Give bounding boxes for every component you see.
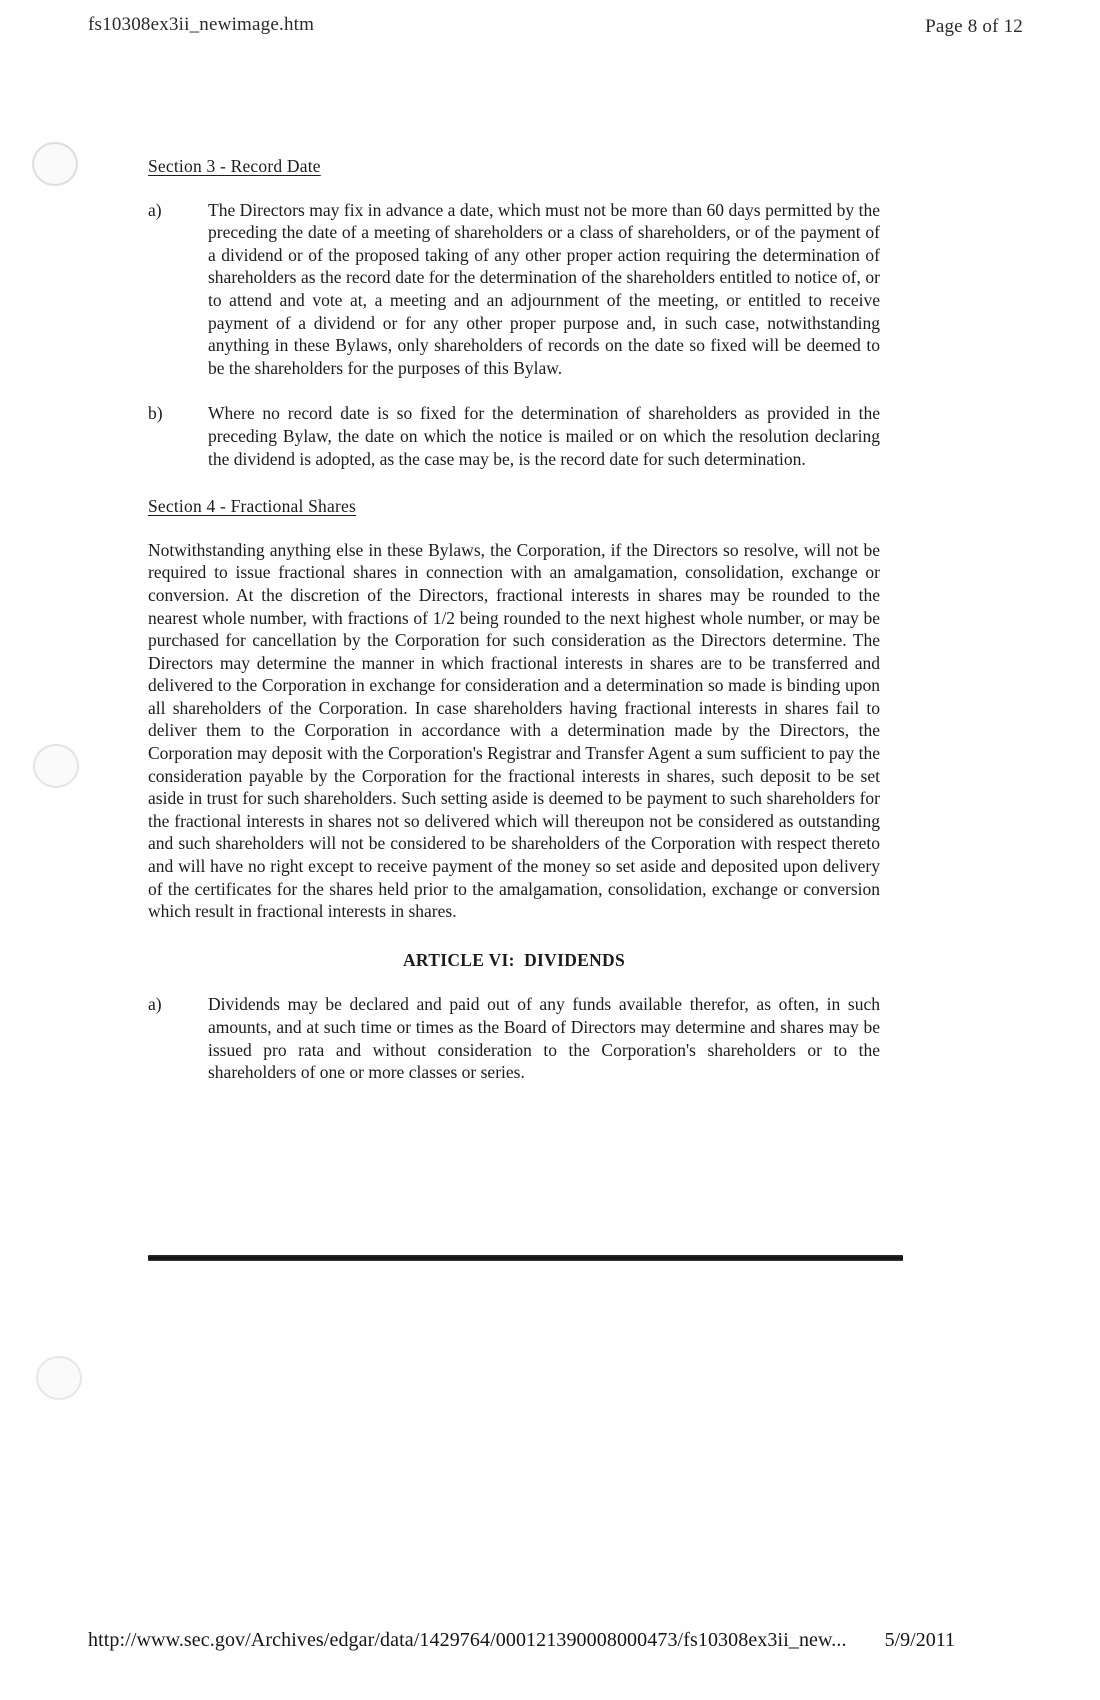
list-item-text: Where no record date is so fixed for the determination of shareholders as provided in the preceding Bylaw, the date on which the notice is mailed or on which the resolution declaring the dividend is adopted, as the case may be, is the record date for such determination.	[208, 403, 880, 469]
list-item-label: a)	[148, 199, 162, 220]
list-item-text: Dividends may be declared and paid out of any funds available therefor, as often, in such amounts, and at such time or times as the Board of Directors may determine and shares may be issued pro rata and without consideration to the Corporation's shareholders or to the shareholders of one or more classes or series.	[208, 994, 880, 1083]
header-filename: fs10308ex3ii_newimage.htm	[88, 14, 315, 35]
list-item	[148, 199, 880, 380]
footer-date: 5/9/2011	[884, 1629, 955, 1651]
section-4-paragraph: Notwithstanding anything else in these Bylaws, the Corporation, if the Directors so resolve, will not be required to issue fractional shares in connection with an amalgamation, consolidation, exchange or conversion. At the discretion of the Directors, fractional interests in shares may be rounded to the nearest whole number, with fractions of 1/2 being rounded to the next highest whole number, or may be purchased for cancellation by the Corporation for such consideration as the Directors determine. The Directors may determine the manner in which fractional interests in shares are to be transferred and delivered to the Corporation in exchange for consideration and a determination so made is binding upon all shareholders of the Corporation. In case shareholders having fractional interests in shares fail to deliver them to the Corporation in accordance with a determination made by the Directors, the Corporation may deposit with the Corporation's Registrar and Transfer Agent a sum sufficient to pay the consideration payable by the Corporation for the fractional interests in shares, such deposit to be set aside in trust for such shareholders. Such setting aside is deemed to be payment to such shareholders for the fractional interests in shares not so delivered which will thereupon not be considered as outstanding and such shareholders will not be considered to be shareholders of the Corporation with respect thereto and will have no right except to receive payment of the money so set aside and deposited upon delivery of the certificates for the shares held prior to the amalgamation, consolidation, exchange or conversion which result in fractional interests in shares.	[148, 539, 880, 922]
article-6-heading: ARTICLE VI: DIVIDENDS	[402, 949, 626, 970]
list-item-label: b)	[148, 403, 163, 424]
scan-artifact-circle	[36, 1356, 82, 1400]
list-item-label: a)	[148, 994, 162, 1015]
section-3-heading: Section 3 - Record Date	[148, 156, 321, 176]
header-page-indicator: Page 8 of 12	[925, 16, 1023, 37]
list-item-text: The Directors may fix in advance a date, which must not be more than 60 days permitted by the preceding the date of a meeting of shareholders or a class of shareholders, or of the payment of a dividend or of the proposed taking of any other proper action requiring the determination of shareholders as the record date for the determination of the shareholders entitled to notice of, or to attend and vote at, a meeting and an adjournment of the meeting, or entitled to receive payment of a dividend or for any other proper purpose and, in such case, notwithstanding anything in these Bylaws, only shareholders of records on the date so fixed will be deemed to be the shareholders for the purposes of this Bylaw.	[208, 199, 880, 378]
list-item	[148, 402, 880, 470]
scan-artifact-circle	[32, 142, 78, 186]
footer-url: http://www.sec.gov/Archives/edgar/data/1429764/000121390008000473/fs10308ex3ii_new...	[88, 1629, 847, 1651]
list-item	[148, 993, 880, 1083]
section-4-heading: Section 4 - Fractional Shares	[148, 496, 356, 517]
horizontal-rule	[148, 1255, 903, 1261]
scan-artifact-circle	[33, 744, 79, 788]
document-body	[148, 155, 880, 1107]
